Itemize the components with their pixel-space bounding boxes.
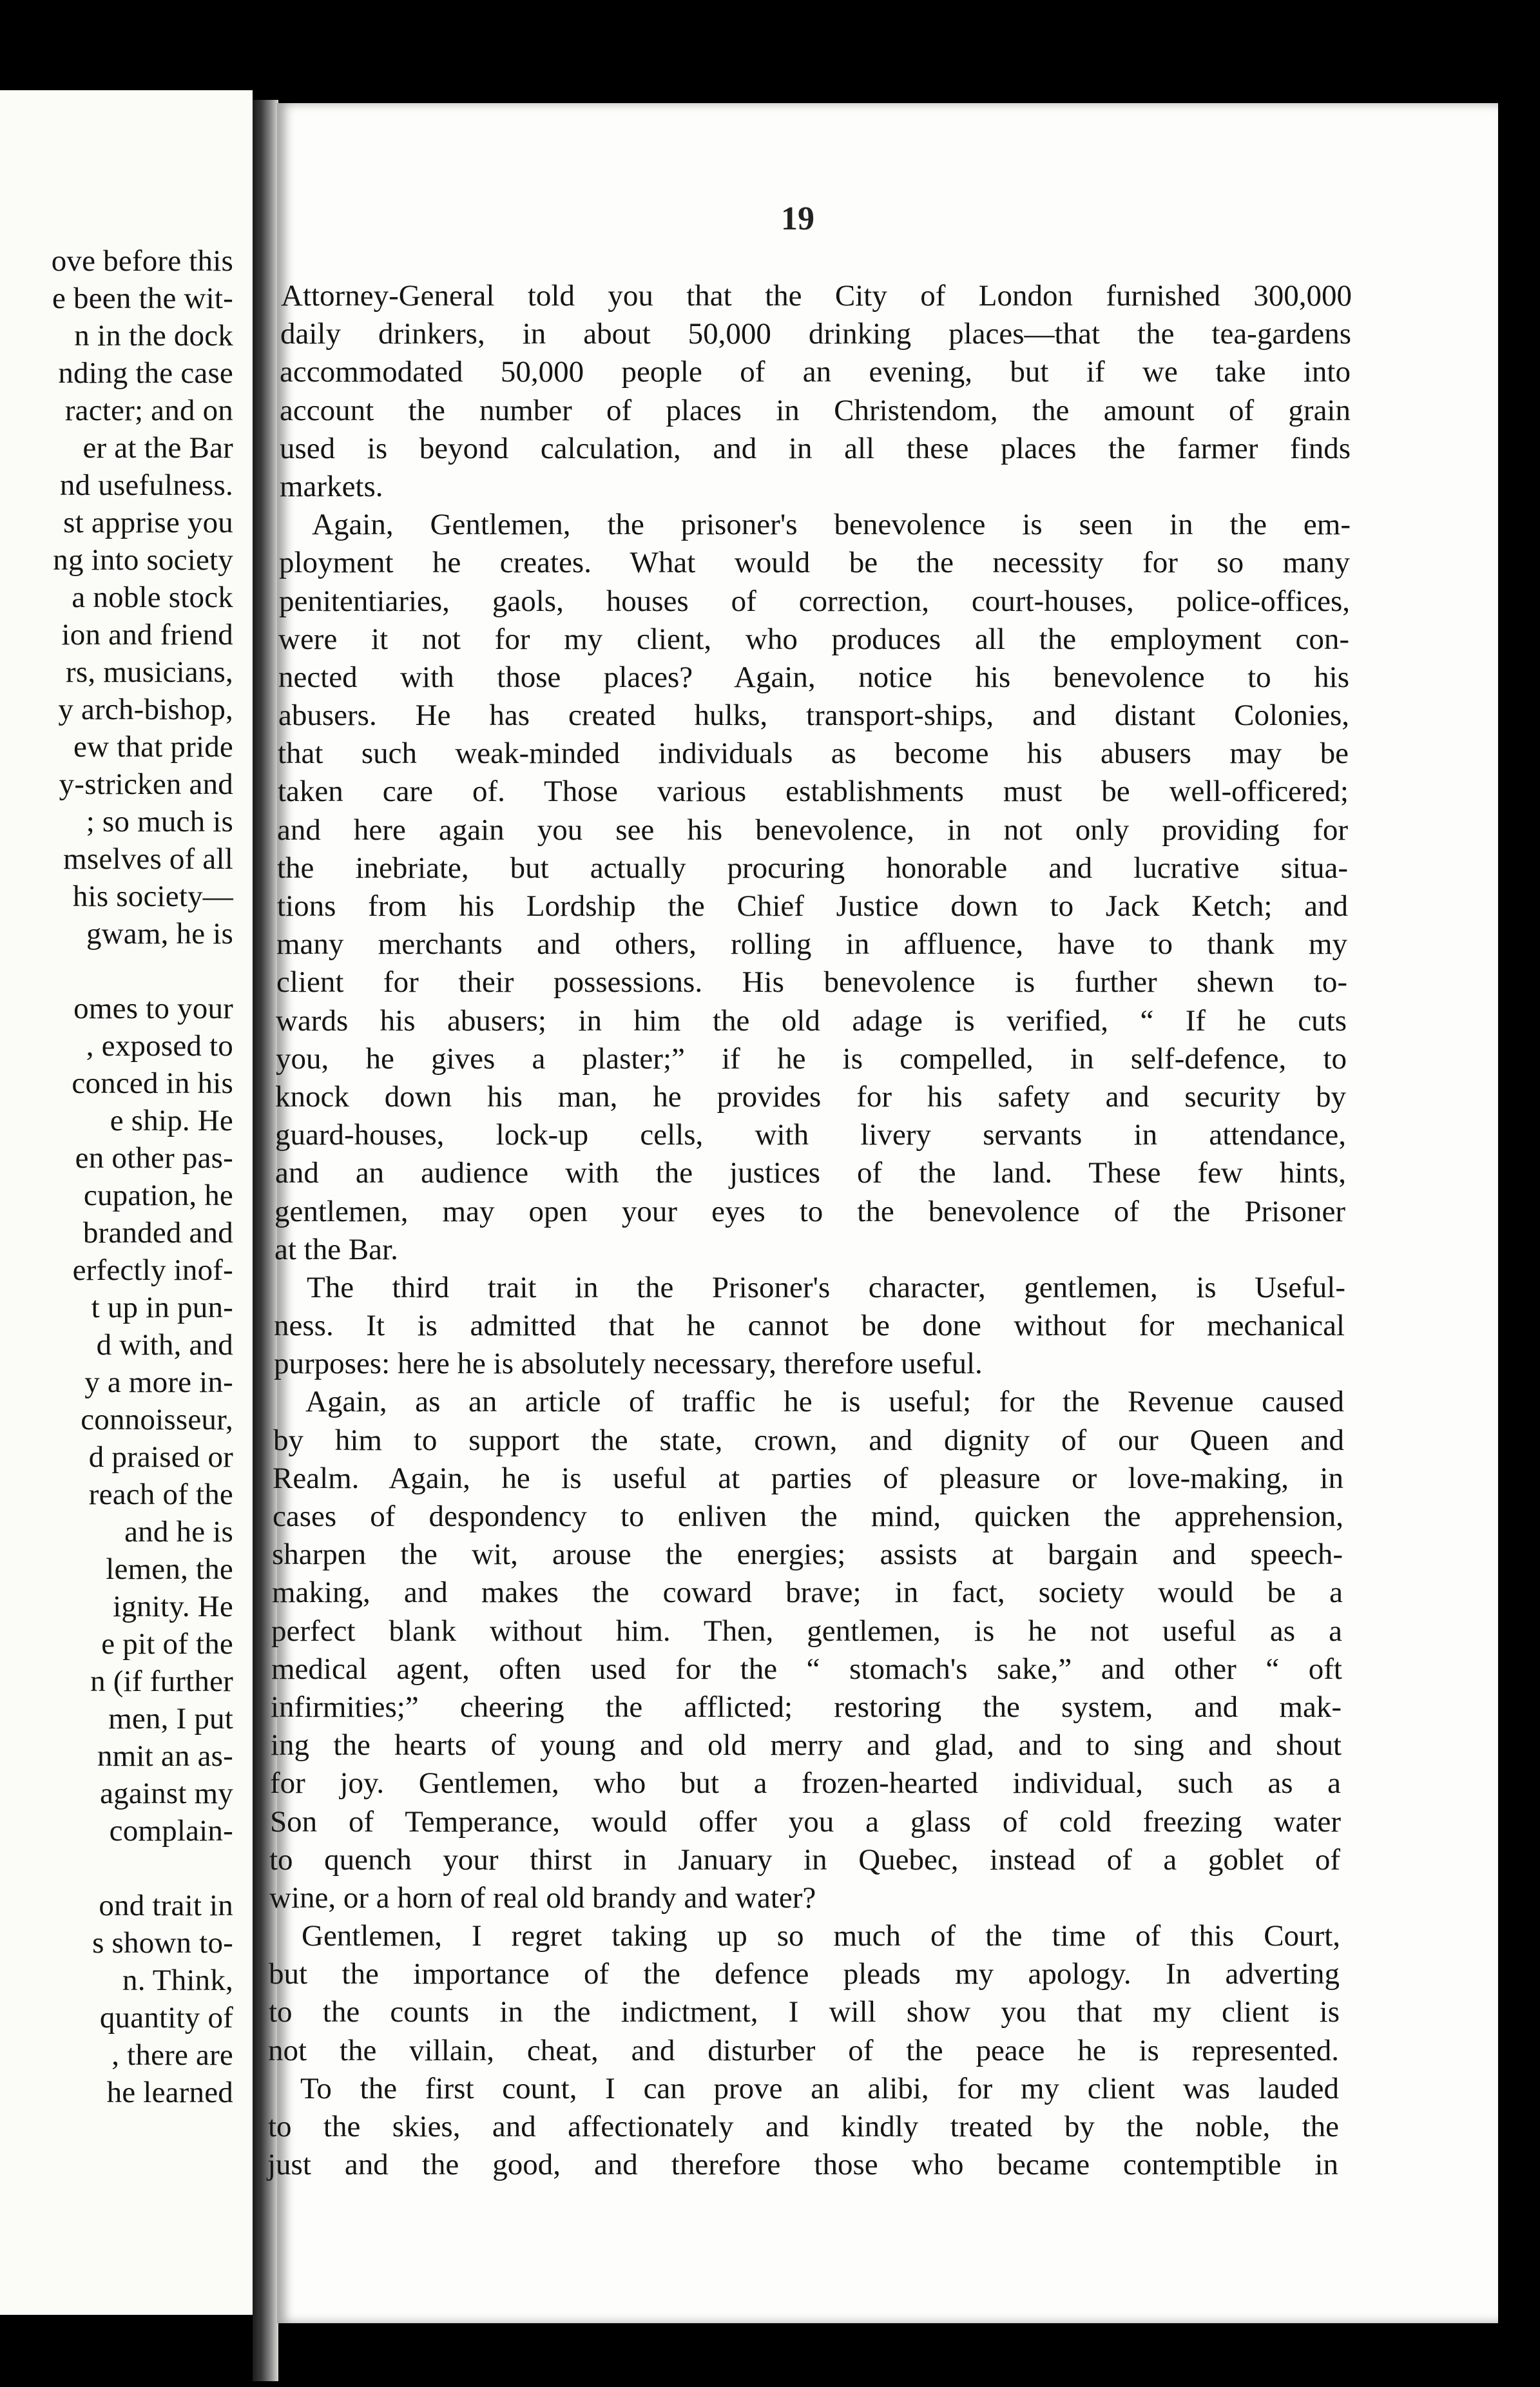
- text-line: guard-houses, lock-up cells, with livery servants in attendance,: [275, 1118, 1346, 1152]
- right-page: [267, 103, 1498, 2323]
- left-text-line: complain-: [109, 1814, 233, 1848]
- text-line: were it not for my client, who produces all the employment con-: [278, 622, 1349, 656]
- left-text-line: lemen, the: [106, 1552, 233, 1586]
- left-text-line: n in the dock: [74, 319, 233, 353]
- left-text-line: [1, 1850, 233, 1887]
- left-text-line: connoisseur,: [81, 1403, 233, 1436]
- text-line: cases of despondency to enliven the mind, quicken the apprehension,: [273, 1500, 1343, 1533]
- left-text-line: branded and: [82, 1216, 233, 1250]
- left-text-line: his society—: [72, 880, 233, 913]
- text-line: to quench your thirst in January in Quebec, instead of a goblet of: [269, 1842, 1340, 1877]
- text-line: Son of Temperance, would offer you a glass of cold freezing water: [270, 1804, 1341, 1839]
- left-text-line: a noble stock: [72, 581, 233, 614]
- left-page: [0, 90, 253, 2315]
- text-line: Realm. Again, he is useful at parties of pleasure or love-making, in: [273, 1461, 1343, 1495]
- left-text-line: e pit of the: [101, 1627, 233, 1661]
- text-line: at the Bar.: [274, 1232, 398, 1266]
- text-line: used is beyond calculation, and in all these places the farmer finds: [280, 431, 1351, 465]
- text-line: daily drinkers, in about 50,000 drinking places—that the tea-gardens: [280, 317, 1351, 351]
- left-text-line: [1, 952, 233, 990]
- body-text: [267, 277, 1498, 2184]
- left-text-line: omes to your: [73, 992, 233, 1025]
- text-line: perfect blank without him. Then, gentlemen, is he not useful as a: [271, 1614, 1342, 1648]
- left-text-line: ng into society: [53, 543, 233, 577]
- text-line: just and the good, and therefore those who became contemptible in: [267, 2148, 1338, 2182]
- text-line: knock down his man, he provides for his safety and security by: [275, 1079, 1346, 1114]
- text-line: sharpen the wit, arouse the energies; assists at bargain and speech-: [272, 1538, 1343, 1572]
- left-text-line: reach of the: [88, 1478, 233, 1511]
- text-line: markets.: [280, 469, 383, 503]
- left-text-line: nding the case: [58, 356, 233, 390]
- left-text-line: rs, musicians,: [66, 655, 233, 689]
- text-line: ployment he creates. What would be the necessity for so many: [279, 546, 1350, 580]
- text-line: you, he gives a plaster;” if he is compelled, in self-defence, to: [276, 1041, 1347, 1076]
- text-line: The third trait in the Prisoner's character, gentlemen, is Useful-: [307, 1270, 1345, 1304]
- left-text-line: ignity. He: [113, 1590, 233, 1623]
- left-text-line: he learned: [106, 2076, 233, 2109]
- text-line: many merchants and others, rolling in affluence, have to thank my: [276, 927, 1347, 962]
- left-text-line: en other pas-: [75, 1141, 233, 1175]
- left-text-line: y-stricken and: [59, 768, 233, 801]
- left-text-line: mselves of all: [63, 842, 233, 876]
- text-line: accommodated 50,000 people of an evening, but if we take into: [280, 355, 1351, 389]
- text-line: medical agent, often used for the “ stomach's sake,” and other “ oft: [271, 1652, 1342, 1686]
- left-text-line: e been the wit-: [52, 282, 233, 315]
- left-text-line: ove before this: [51, 244, 233, 278]
- text-line: Again, as an article of traffic he is useful; for the Revenue caused: [305, 1385, 1344, 1419]
- text-line: ing the hearts of young and old merry and glad, and to sing and shout: [271, 1728, 1342, 1763]
- left-text-line: n (if further: [90, 1665, 233, 1698]
- left-text-line: ew that pride: [73, 730, 233, 764]
- left-text-line: and he is: [124, 1515, 233, 1549]
- text-line: gentlemen, may open your eyes to the benevolence of the Prisoner: [274, 1194, 1345, 1228]
- text-line: infirmities;” cheering the afflicted; restoring the system, and mak-: [271, 1690, 1342, 1724]
- left-text-line: conced in his: [72, 1067, 233, 1100]
- left-text-line: t up in pun-: [91, 1291, 233, 1324]
- left-text-line: e ship. He: [110, 1104, 233, 1137]
- left-text-line: cupation, he: [83, 1179, 233, 1212]
- text-line: and an audience with the justices of the land. These few hints,: [275, 1156, 1346, 1190]
- text-line: ness. It is admitted that he cannot be done without for mechanical: [274, 1309, 1345, 1343]
- text-line: taken care of. Those various establishments must be well-officered;: [278, 775, 1349, 809]
- text-line: not the villain, cheat, and disturber of the peace he is represented.: [268, 2033, 1339, 2067]
- text-line: and here again you see his benevolence, in not only providing for: [277, 813, 1348, 847]
- text-line: for joy. Gentlemen, who but a frozen-hearted individual, such as a: [270, 1766, 1341, 1801]
- text-line: to the skies, and affectionately and kindly treated by the noble, the: [268, 2110, 1339, 2143]
- left-text-line: st apprise you: [63, 506, 233, 539]
- left-text-line: ion and friend: [61, 618, 233, 652]
- text-line: by him to support the state, crown, and dignity of our Queen and: [273, 1423, 1344, 1457]
- left-text-line: d with, and: [96, 1328, 233, 1362]
- text-line: to the counts in the indictment, I will show you that my client is: [269, 1995, 1340, 2029]
- text-line: wards his abusers; in him the old adage is verified, “ If he cuts: [276, 1003, 1347, 1038]
- text-line: nected with those places? Again, notice his benevolence to his: [278, 660, 1349, 694]
- text-line: client for their possessions. His benevolence is further shewn to-: [276, 965, 1347, 1000]
- left-text-line: d praised or: [88, 1440, 233, 1474]
- left-page-text: [1, 242, 233, 2111]
- left-text-line: , exposed to: [86, 1029, 233, 1063]
- text-line: but the importance of the defence pleads my apology. In adverting: [269, 1957, 1340, 1991]
- left-text-line: nmit an as-: [97, 1739, 233, 1773]
- left-text-line: ond trait in: [99, 1889, 233, 1922]
- left-text-line: y a more in-: [84, 1366, 233, 1399]
- left-text-line: s shown to-: [92, 1926, 233, 1960]
- left-text-line: , there are: [111, 2038, 233, 2072]
- text-line: purposes: here he is absolutely necessary, therefore useful.: [274, 1347, 983, 1381]
- text-line: abusers. He has created hulks, transport-ships, and distant Colonies,: [278, 699, 1349, 733]
- text-line: tions from his Lordship the Chief Justice down to Jack Ketch; and: [277, 889, 1348, 923]
- left-text-line: erfectly inof-: [72, 1253, 233, 1287]
- text-line: the inebriate, but actually procuring honorable and lucrative situa-: [277, 851, 1348, 885]
- left-text-line: men, I put: [108, 1702, 233, 1735]
- text-line: Gentlemen, I regret taking up so much of the time of this Court,: [302, 1919, 1340, 1953]
- left-text-line: y arch-bishop,: [58, 693, 233, 726]
- text-line: To the first count, I can prove an alibi, for my client was lauded: [300, 2071, 1339, 2105]
- left-text-line: nd usefulness.: [59, 469, 233, 502]
- page-number: 19: [781, 200, 814, 237]
- text-line: wine, or a horn of real old brandy and water?: [269, 1880, 816, 1915]
- text-line: Attorney-General told you that the City of London furnished 300,000: [281, 279, 1352, 313]
- left-text-line: n. Think,: [122, 1964, 233, 1997]
- left-text-line: er at the Bar: [82, 431, 233, 465]
- left-text-line: quantity of: [99, 2001, 233, 2034]
- text-line: that such weak-minded individuals as become his abusers may be: [278, 737, 1349, 771]
- left-text-line: gwam, he is: [86, 917, 233, 951]
- text-line: account the number of places in Christendom, the amount of grain: [280, 393, 1351, 427]
- left-text-line: ; so much is: [86, 805, 233, 838]
- text-line: penitentiaries, gaols, houses of correction, court-houses, police-offices,: [279, 584, 1350, 618]
- text-line: Again, Gentlemen, the prisoner's benevolence is seen in the em-: [312, 508, 1351, 542]
- left-text-line: against my: [100, 1777, 233, 1810]
- left-text-line: racter; and on: [64, 394, 233, 427]
- text-line: making, and makes the coward brave; in fact, society would be a: [272, 1576, 1343, 1610]
